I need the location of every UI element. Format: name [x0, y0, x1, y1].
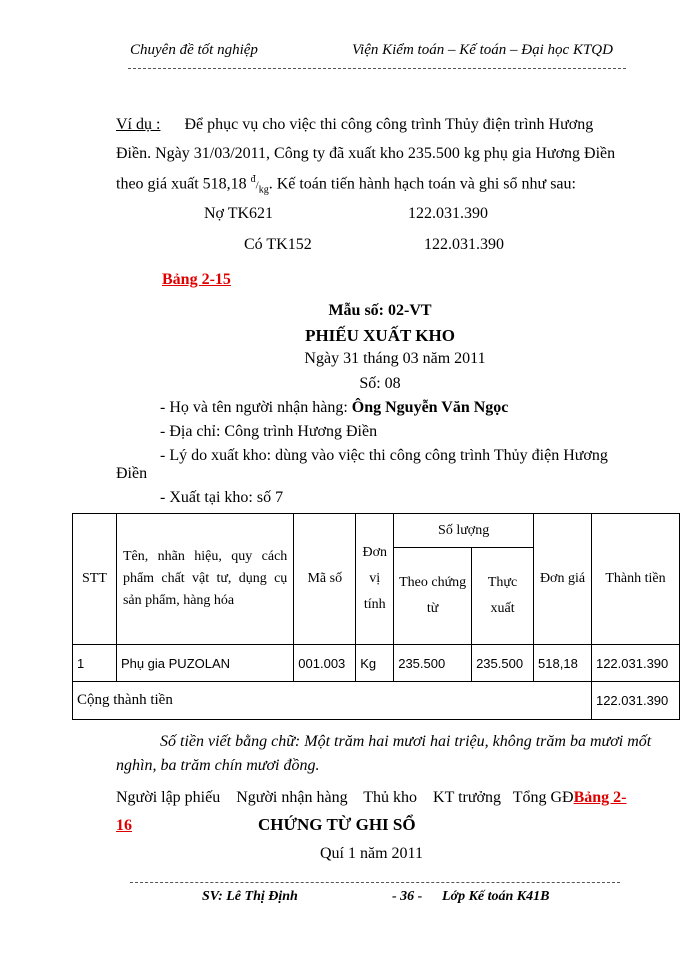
header-qty-doc: Theo chứng từ — [394, 548, 472, 645]
entry-credit-account: Có TK152 — [244, 236, 312, 253]
entry-credit-amount: 122.031.390 — [424, 236, 504, 253]
entry-debit-account: Nợ TK621 — [204, 205, 274, 222]
table-label: Bảng 2-15 — [162, 271, 231, 288]
cell-total: 122.031.390 — [591, 645, 679, 682]
ledger-title: CHỨNG TỪ GHI SỔ — [258, 815, 416, 834]
example-line-1 — [116, 116, 632, 134]
footer-class: Lớp Kế toán K41B — [442, 889, 550, 904]
entry-debit-amount: 122.031.390 — [408, 205, 488, 222]
header-total: Thành tiền — [591, 514, 679, 645]
header-right: Viện Kiểm toán – Kế toán – Đại học KTQD — [352, 42, 613, 58]
form-receiver — [160, 399, 508, 417]
ledger-period: Quí 1 năm 2011 — [320, 845, 423, 862]
footer-student: SV: Lê Thị Định — [202, 889, 298, 904]
unit-denominator: kg — [258, 184, 269, 196]
form-title: PHIẾU XUẤT KHO — [305, 326, 455, 345]
example-line-3: theo giá xuất 518,18 $^đ/_{kg}$. Kế toán tiến hành hạch toán và ghi sổ như sau: — [116, 174, 576, 196]
unit-numerator: đ — [250, 174, 256, 185]
cell-qty-doc: 235.500 — [394, 645, 472, 682]
cell-code: 001.003 — [294, 645, 356, 682]
signature-row — [116, 789, 627, 807]
cell-unit: Kg — [356, 645, 394, 682]
amount-words-line-1: Số tiền viết bằng chữ: Một trăm hai mươi hai triệu, không trăm ba mươi mốt — [160, 733, 652, 750]
total-label: Cộng thành tiền — [73, 682, 592, 720]
form-date: Ngày 31 tháng 03 năm 2011 — [304, 350, 486, 367]
header-divider — [128, 68, 626, 69]
footer-divider — [130, 882, 620, 883]
next-table-label-cont: 16 — [116, 817, 132, 834]
header-price: Đơn giá — [534, 514, 592, 645]
table-total-row — [73, 682, 680, 720]
form-warehouse: - Xuất tại kho: số 7 — [160, 489, 284, 506]
signature-labels: Người lập phiếu Người nhận hàng Thủ kho KT trưởng Tổng GĐ — [116, 789, 574, 806]
amount-words-line-2: nghìn, ba trăm chín mươi đồng. — [116, 757, 320, 774]
form-reason: - Lý do xuất kho: dùng vào việc thi công công trình Thủy điện Hương — [160, 447, 608, 464]
cell-stt: 1 — [73, 645, 117, 682]
example-text-1: Để phục vụ cho việc thi công công trình Thủy điện trình Hương — [184, 116, 594, 133]
example-label: Ví dụ : — [116, 116, 161, 133]
header-name: Tên, nhãn hiệu, quy cách phẩm chất vật tư, dụng cụ sản phẩm, hàng hóa — [116, 514, 293, 645]
total-value: 122.031.390 — [591, 682, 679, 720]
next-table-label: Bảng 2- — [573, 789, 627, 806]
issue-slip-table — [72, 513, 680, 720]
footer-page: - 36 - — [392, 889, 423, 904]
form-address: - Địa chỉ: Công trình Hương Điền — [160, 423, 378, 440]
header-stt: STT — [73, 514, 117, 645]
cell-price: 518,18 — [534, 645, 592, 682]
example-text-3b: . Kế toán tiến hành hạch toán và ghi sổ như sau: — [268, 175, 576, 193]
example-line-2: Điền. Ngày 31/03/2011, Công ty đã xuất kho 235.500 kg phụ gia Hương Điền — [116, 145, 616, 162]
receiver-name: Ông Nguyễn Văn Ngọc — [351, 399, 509, 416]
form-code: Mẫu số: 02-VT — [328, 302, 432, 319]
cell-qty-actual: 235.500 — [472, 645, 534, 682]
example-text-3a: theo giá xuất 518,18 — [116, 175, 251, 193]
header-code: Mã số — [294, 514, 356, 645]
form-reason-cont: Điền — [116, 465, 148, 482]
header-qty-actual: Thực xuất — [472, 548, 534, 645]
header-quantity: Số lượng — [394, 514, 534, 548]
cell-name: Phụ gia PUZOLAN — [116, 645, 293, 682]
receiver-label: - Họ và tên người nhận hàng: — [160, 399, 352, 416]
header-unit: Đơn vị tính — [356, 514, 394, 645]
header-left: Chuyên đề tốt nghiệp — [130, 42, 258, 58]
table-row — [73, 645, 680, 682]
form-number: Số: 08 — [359, 375, 401, 392]
